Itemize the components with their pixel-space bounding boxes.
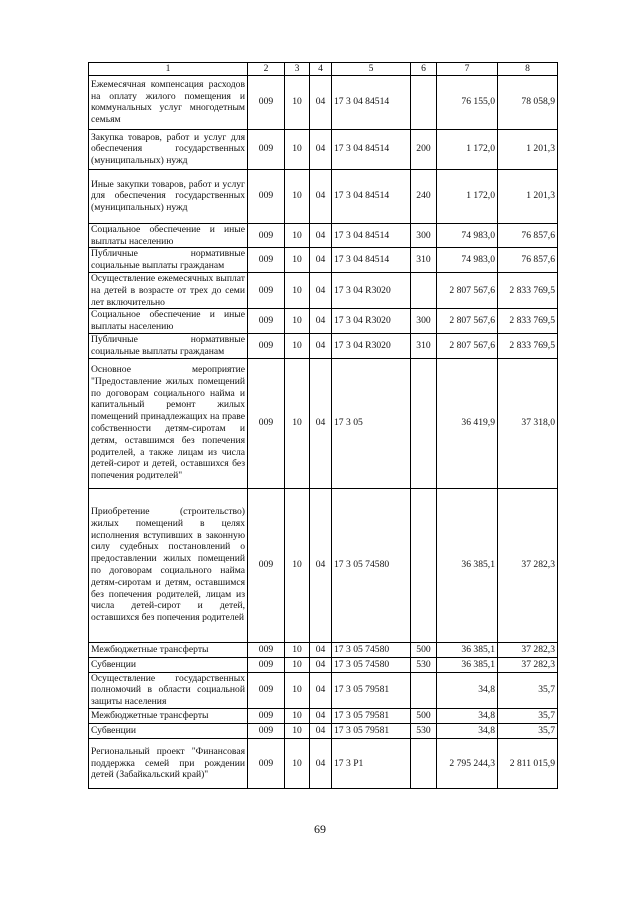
- row-sum-year1-cell: 2 795 244,3: [437, 738, 498, 788]
- row-sum-year1-cell: 34,8: [437, 672, 498, 708]
- row-article-cell: 17 3 04 R3020: [332, 333, 411, 358]
- row-kind-cell: [411, 358, 437, 488]
- row-subsection-cell: 04: [310, 248, 332, 273]
- row-name-cell: Приобретение (строительство) жилых помещений в целях исполнения вступивших в законную силу судебных постановлений о предоставлении жилых помещений по договорам социального найма детям-сиротам и детям, оставшимся без попечения родителей, лицам из числа детей-сирот и детей, оставшихся без попечения родителей: [89, 488, 248, 642]
- row-code-cell: 009: [248, 488, 285, 642]
- row-code-cell: 009: [248, 248, 285, 273]
- row-section-cell: 10: [285, 657, 310, 672]
- column-header-5: 5: [332, 63, 411, 76]
- row-sum-year2-cell: 78 058,9: [498, 75, 558, 129]
- row-name-cell: Межбюджетные трансферты: [89, 642, 248, 657]
- row-subsection-cell: 04: [310, 129, 332, 169]
- row-code-cell: 009: [248, 738, 285, 788]
- row-subsection-cell: 04: [310, 223, 332, 248]
- row-article-cell: 17 3 04 84514: [332, 223, 411, 248]
- table-row: [89, 309, 558, 334]
- row-article-cell: 17 3 04 R3020: [332, 272, 411, 308]
- row-code-cell: 009: [248, 358, 285, 488]
- row-code-cell: 009: [248, 333, 285, 358]
- row-sum-year2-cell: 37 282,3: [498, 642, 558, 657]
- row-article-cell: 17 3 04 84514: [332, 129, 411, 169]
- row-code-cell: 009: [248, 169, 285, 223]
- row-sum-year1-cell: 1 172,0: [437, 129, 498, 169]
- row-sum-year2-cell: 35,7: [498, 723, 558, 738]
- row-section-cell: 10: [285, 738, 310, 788]
- table-row: [89, 642, 558, 657]
- table-body: [89, 75, 558, 788]
- page-number: 69: [314, 822, 326, 836]
- table-row: [89, 248, 558, 273]
- row-sum-year2-cell: 37 282,3: [498, 657, 558, 672]
- row-code-cell: 009: [248, 223, 285, 248]
- row-subsection-cell: 04: [310, 488, 332, 642]
- table-row: [89, 657, 558, 672]
- row-kind-cell: [411, 272, 437, 308]
- row-subsection-cell: 04: [310, 169, 332, 223]
- row-sum-year1-cell: 2 807 567,6: [437, 272, 498, 308]
- table-row: [89, 129, 558, 169]
- table-row: [89, 358, 558, 488]
- row-code-cell: 009: [248, 723, 285, 738]
- row-name-cell: Осуществление государственных полномочий в области социальной защиты населения: [89, 672, 248, 708]
- row-subsection-cell: 04: [310, 672, 332, 708]
- table-row: [89, 723, 558, 738]
- row-sum-year2-cell: 76 857,6: [498, 223, 558, 248]
- row-code-cell: 009: [248, 129, 285, 169]
- row-sum-year1-cell: 36 385,1: [437, 642, 498, 657]
- row-sum-year2-cell: 35,7: [498, 708, 558, 723]
- row-sum-year1-cell: 74 983,0: [437, 223, 498, 248]
- row-sum-year1-cell: 34,8: [437, 708, 498, 723]
- table-row: [89, 333, 558, 358]
- row-article-cell: 17 3 05 74580: [332, 488, 411, 642]
- row-article-cell: 17 3 04 84514: [332, 248, 411, 273]
- row-subsection-cell: 04: [310, 657, 332, 672]
- row-kind-cell: [411, 738, 437, 788]
- row-section-cell: 10: [285, 333, 310, 358]
- row-kind-cell: 530: [411, 657, 437, 672]
- row-subsection-cell: 04: [310, 75, 332, 129]
- row-sum-year2-cell: 76 857,6: [498, 248, 558, 273]
- row-name-cell: Субвенции: [89, 723, 248, 738]
- row-sum-year1-cell: 36 385,1: [437, 488, 498, 642]
- row-section-cell: 10: [285, 223, 310, 248]
- row-article-cell: 17 3 05 74580: [332, 642, 411, 657]
- row-sum-year1-cell: 74 983,0: [437, 248, 498, 273]
- row-sum-year2-cell: 1 201,3: [498, 129, 558, 169]
- table-row: [89, 169, 558, 223]
- row-name-cell: Региональный проект "Финансовая поддержка семей при рождении детей (Забайкальский край)": [89, 738, 248, 788]
- row-sum-year2-cell: 37 282,3: [498, 488, 558, 642]
- table-row: [89, 223, 558, 248]
- row-section-cell: 10: [285, 723, 310, 738]
- row-sum-year1-cell: 76 155,0: [437, 75, 498, 129]
- row-sum-year1-cell: 36 385,1: [437, 657, 498, 672]
- row-subsection-cell: 04: [310, 272, 332, 308]
- table-row: [89, 672, 558, 708]
- row-sum-year2-cell: 1 201,3: [498, 169, 558, 223]
- row-kind-cell: [411, 488, 437, 642]
- row-subsection-cell: 04: [310, 642, 332, 657]
- table-row: [89, 708, 558, 723]
- column-header-4: 4: [310, 63, 332, 76]
- column-header-6: 6: [411, 63, 437, 76]
- row-article-cell: 17 3 05 79581: [332, 708, 411, 723]
- row-code-cell: 009: [248, 309, 285, 334]
- row-article-cell: 17 3 04 84514: [332, 75, 411, 129]
- row-name-cell: Основное мероприятие "Предоставление жилых помещений по договорам социального найма и капитальный ремонт жилых помещений принадлежащих на праве собственности детям-сиротам и детям, оставшимся без попечения родителей, а также лицам из числа детей-сирот и детей, оставшихся без попечения родителей": [89, 358, 248, 488]
- column-header-2: 2: [248, 63, 285, 76]
- row-article-cell: 17 3 04 R3020: [332, 309, 411, 334]
- row-article-cell: 17 3 04 84514: [332, 169, 411, 223]
- row-article-cell: 17 3 05: [332, 358, 411, 488]
- row-section-cell: 10: [285, 642, 310, 657]
- row-subsection-cell: 04: [310, 309, 332, 334]
- row-section-cell: 10: [285, 129, 310, 169]
- row-sum-year1-cell: 2 807 567,6: [437, 309, 498, 334]
- row-name-cell: Социальное обеспечение и иные выплаты населению: [89, 309, 248, 334]
- budget-table: [88, 62, 558, 789]
- row-sum-year1-cell: 36 419,9: [437, 358, 498, 488]
- row-name-cell: Публичные нормативные социальные выплаты гражданам: [89, 248, 248, 273]
- row-section-cell: 10: [285, 708, 310, 723]
- row-code-cell: 009: [248, 272, 285, 308]
- row-sum-year1-cell: 34,8: [437, 723, 498, 738]
- row-code-cell: 009: [248, 672, 285, 708]
- row-code-cell: 009: [248, 642, 285, 657]
- row-kind-cell: 310: [411, 333, 437, 358]
- row-kind-cell: 240: [411, 169, 437, 223]
- row-sum-year2-cell: 35,7: [498, 672, 558, 708]
- row-section-cell: 10: [285, 358, 310, 488]
- column-header-1: 1: [89, 63, 248, 76]
- row-kind-cell: 310: [411, 248, 437, 273]
- table-row: [89, 272, 558, 308]
- table-header-row: [89, 63, 558, 76]
- row-article-cell: 17 3 P1: [332, 738, 411, 788]
- row-code-cell: 009: [248, 75, 285, 129]
- row-name-cell: Осуществление ежемесячных выплат на детей в возрасте от трех до семи лет включительно: [89, 272, 248, 308]
- row-kind-cell: 300: [411, 223, 437, 248]
- row-section-cell: 10: [285, 248, 310, 273]
- row-subsection-cell: 04: [310, 333, 332, 358]
- row-name-cell: Социальное обеспечение и иные выплаты населению: [89, 223, 248, 248]
- row-article-cell: 17 3 05 79581: [332, 723, 411, 738]
- row-article-cell: 17 3 05 74580: [332, 657, 411, 672]
- row-sum-year2-cell: 2 833 769,5: [498, 333, 558, 358]
- table-row: [89, 738, 558, 788]
- row-code-cell: 009: [248, 708, 285, 723]
- row-sum-year2-cell: 2 833 769,5: [498, 272, 558, 308]
- row-section-cell: 10: [285, 75, 310, 129]
- row-section-cell: 10: [285, 672, 310, 708]
- row-name-cell: Субвенции: [89, 657, 248, 672]
- row-kind-cell: 300: [411, 309, 437, 334]
- row-section-cell: 10: [285, 169, 310, 223]
- column-header-3: 3: [285, 63, 310, 76]
- row-kind-cell: 200: [411, 129, 437, 169]
- row-kind-cell: 500: [411, 642, 437, 657]
- row-code-cell: 009: [248, 657, 285, 672]
- row-kind-cell: 500: [411, 708, 437, 723]
- row-name-cell: Межбюджетные трансферты: [89, 708, 248, 723]
- row-sum-year2-cell: 2 833 769,5: [498, 309, 558, 334]
- table-row: [89, 488, 558, 642]
- row-subsection-cell: 04: [310, 738, 332, 788]
- row-article-cell: 17 3 05 79581: [332, 672, 411, 708]
- row-sum-year2-cell: 2 811 015,9: [498, 738, 558, 788]
- row-kind-cell: 530: [411, 723, 437, 738]
- row-name-cell: Иные закупки товаров, работ и услуг для обеспечения государственных (муниципальных) нужд: [89, 169, 248, 223]
- row-name-cell: Закупка товаров, работ и услуг для обеспечения государственных (муниципальных) нужд: [89, 129, 248, 169]
- column-header-7: 7: [437, 63, 498, 76]
- row-sum-year1-cell: 2 807 567,6: [437, 333, 498, 358]
- row-name-cell: Публичные нормативные социальные выплаты гражданам: [89, 333, 248, 358]
- row-kind-cell: [411, 75, 437, 129]
- column-header-8: 8: [498, 63, 558, 76]
- row-kind-cell: [411, 672, 437, 708]
- table-row: [89, 75, 558, 129]
- row-subsection-cell: 04: [310, 708, 332, 723]
- row-section-cell: 10: [285, 309, 310, 334]
- row-section-cell: 10: [285, 488, 310, 642]
- row-name-cell: Ежемесячная компенсация расходов на оплату жилого помещения и коммунальных услуг многодетным семьям: [89, 75, 248, 129]
- row-subsection-cell: 04: [310, 723, 332, 738]
- row-subsection-cell: 04: [310, 358, 332, 488]
- row-sum-year2-cell: 37 318,0: [498, 358, 558, 488]
- row-section-cell: 10: [285, 272, 310, 308]
- row-sum-year1-cell: 1 172,0: [437, 169, 498, 223]
